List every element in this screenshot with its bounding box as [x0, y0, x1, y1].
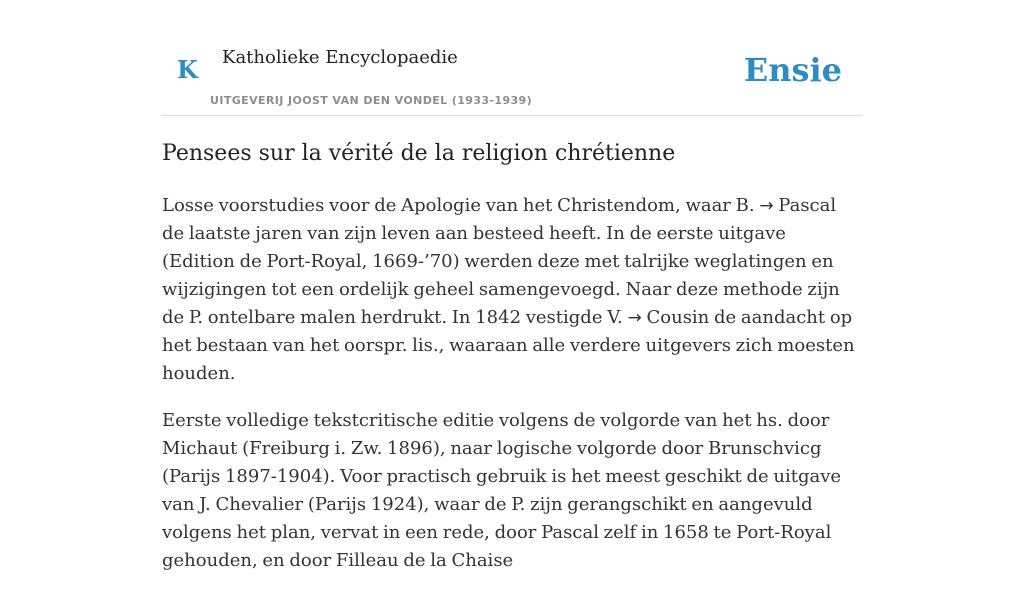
- paragraph-text: Losse voorstudies voor de Apologie van het Christendom, waar B.: [162, 195, 760, 216]
- paragraph: [162, 407, 862, 575]
- paragraph-text: Eerste volledige tekstcritische editie volgens de volgorde van het hs. door Michaut (Freiburg i. Zw. 1896), naar logische volgorde door Brunschvicg (Parijs 1897-1904). Voor practisch gebruik is het meest geschikt de uitgave van J. Chevalier (Parijs 1924), waar de P. zijn gerangschikt en aangevuld volgens het plan, vervat in een rede, door Pascal zelf in 1658 te Port-Royal gehouden, en door Filleau de la Chaise: [162, 410, 842, 571]
- page: [162, 0, 862, 571]
- ensie-brand-logo[interactable]: Ensie: [743, 51, 842, 89]
- logo-mark[interactable]: K: [177, 55, 198, 84]
- paragraph: [162, 192, 862, 388]
- article-title: Pensees sur la vérité de la religion chrétienne: [162, 141, 676, 166]
- site-header: [162, 0, 862, 116]
- cross-reference-arrow-icon[interactable]: →: [627, 308, 642, 328]
- publisher-subtitle: UITGEVERIJ JOOST VAN DEN VONDEL (1933-1939): [210, 94, 533, 107]
- paragraph-text: Pascal de laatste jaren van zijn leven aan besteed heeft. In de eerste uitgave (Edition de Port-Royal, 1669-’70) werden deze met talrijke weglatingen en wijzigingen tot een ordelijk geheel samengevoegd. Naar deze methode zijn de P. ontelbare malen herdrukt. In 1842 vestigde V.: [162, 195, 840, 328]
- paragraph-text: Cousin de aandacht op het bestaan van het oorspr. lis., waaraan alle verdere uitgevers zich moesten houden.: [162, 307, 855, 384]
- article-body: [162, 192, 862, 594]
- encyclopedia-title-link[interactable]: Katholieke Encyclopaedie: [222, 47, 458, 68]
- cross-reference-arrow-icon[interactable]: →: [759, 196, 774, 216]
